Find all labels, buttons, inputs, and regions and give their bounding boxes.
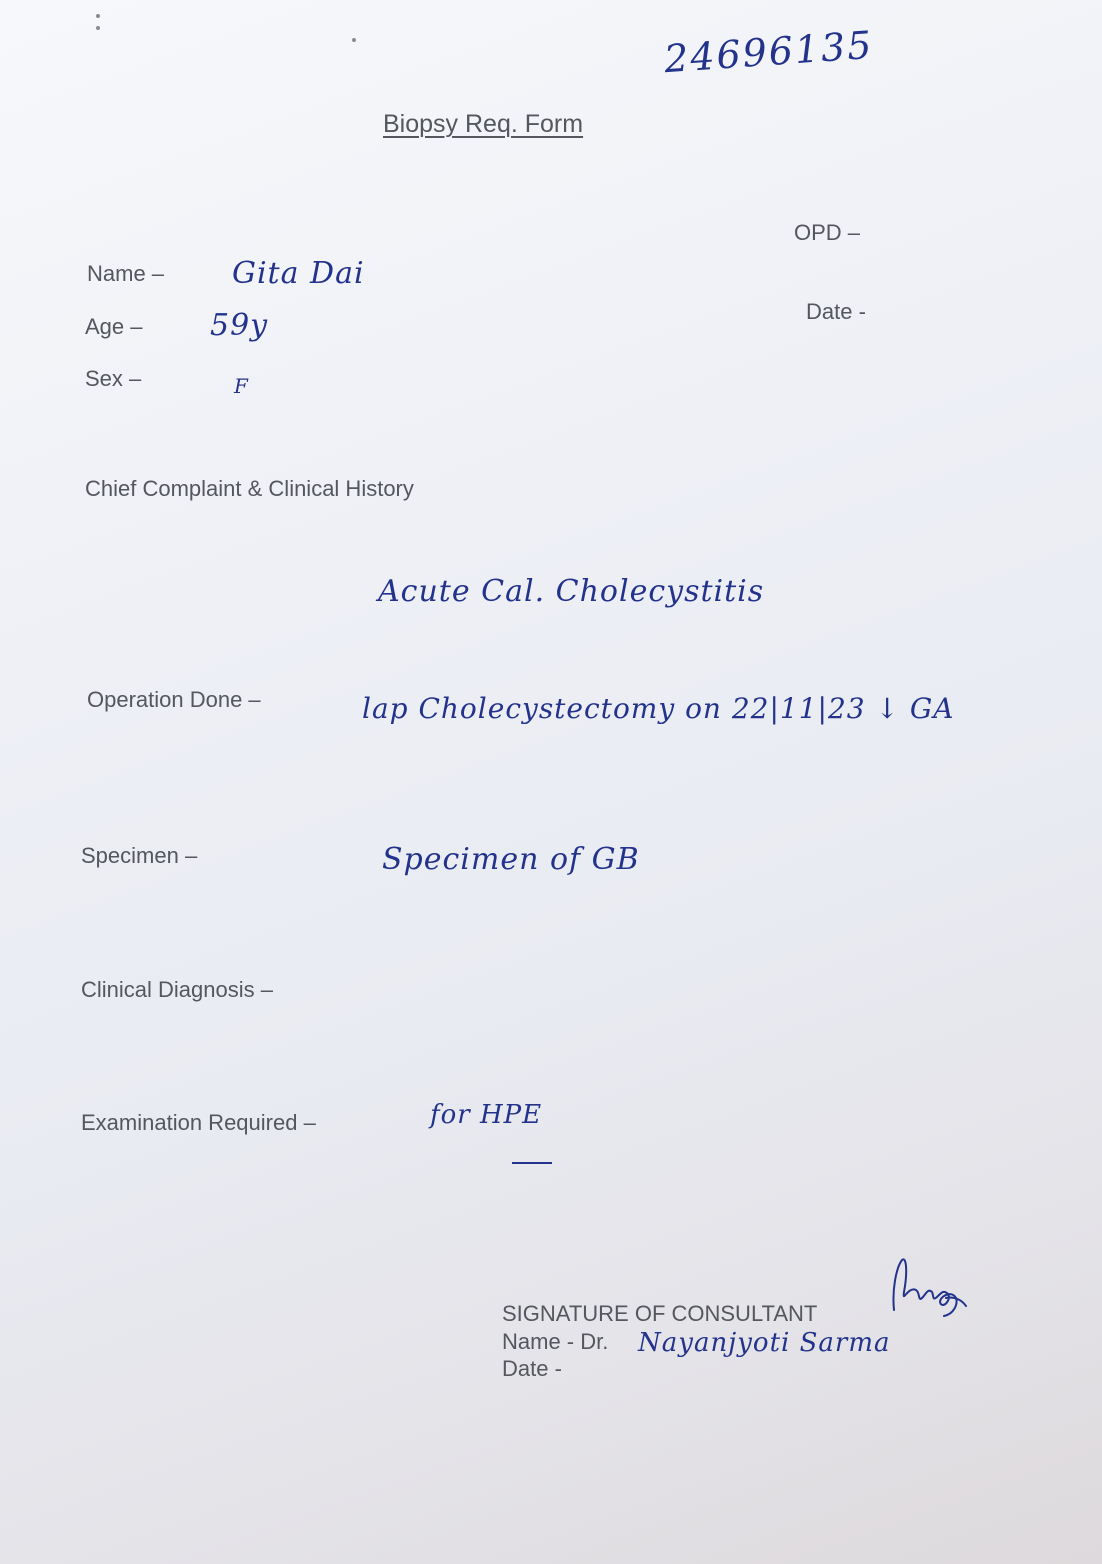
consultant-date-label: Date - <box>502 1356 562 1381</box>
examination-label: Examination Required – <box>81 1110 316 1135</box>
age-label: Age – <box>85 314 143 339</box>
name-label: Name – <box>87 261 165 286</box>
sex-label: Sex – <box>85 366 142 391</box>
paper-speck <box>352 38 356 42</box>
examination-value: for HPE <box>430 1100 543 1130</box>
form-title: Biopsy Req. Form <box>383 110 584 138</box>
date-label-top: Date - <box>806 299 866 324</box>
consultant-name-label: Name - Dr. <box>502 1329 609 1354</box>
opd-label: OPD – <box>794 220 861 245</box>
paper-speck <box>96 14 100 18</box>
specimen-label: Specimen – <box>81 843 198 868</box>
paper-speck <box>96 26 100 30</box>
sex-value: F <box>234 374 249 398</box>
diagnosis-label: Clinical Diagnosis – <box>81 977 273 1002</box>
consultant-signature <box>882 1250 972 1330</box>
history-label: Chief Complaint & Clinical History <box>85 476 414 501</box>
examination-underline <box>512 1162 552 1164</box>
signature-label: SIGNATURE OF CONSULTANT <box>502 1301 818 1326</box>
clinical-history-value: Acute Cal. Cholecystitis <box>378 574 765 609</box>
age-value: 59y <box>210 308 269 343</box>
specimen-value: Specimen of GB <box>382 842 640 877</box>
operation-value: lap Cholecystectomy on 22|11|23 ↓ GA <box>362 692 955 725</box>
operation-label: Operation Done – <box>87 687 261 712</box>
reference-number: 24696135 <box>662 22 875 82</box>
consultant-name-value: Nayanjyoti Sarma <box>638 1328 891 1358</box>
patient-name-value: Gita Dai <box>232 256 365 291</box>
